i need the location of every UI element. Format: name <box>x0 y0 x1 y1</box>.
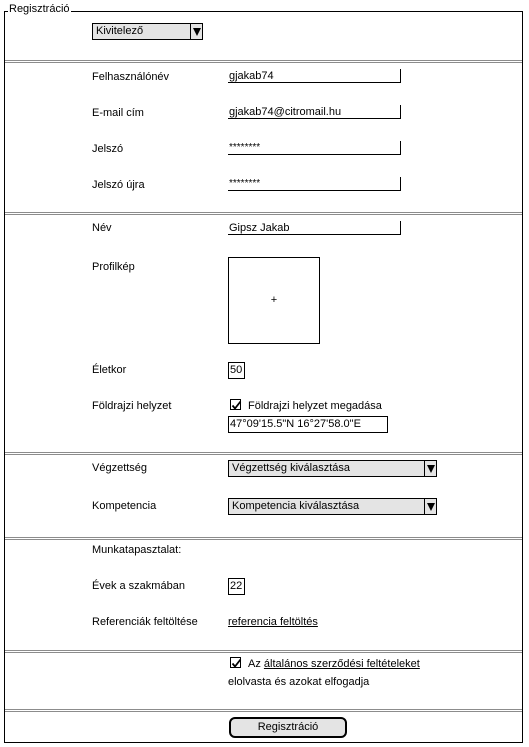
location-checkbox-label: Földrajzi helyzet megadása <box>248 400 382 412</box>
profile-photo-label: Profilkép <box>92 261 135 273</box>
role-select[interactable] <box>92 23 203 40</box>
location-checkbox[interactable] <box>230 399 241 410</box>
register-button[interactable]: Regisztráció <box>229 717 347 738</box>
years-label: Évek a szakmában <box>92 580 185 592</box>
registration-form <box>4 11 523 743</box>
terms-prefix: Az <box>248 658 264 670</box>
education-label: Végzettség <box>92 462 148 474</box>
section-divider <box>5 537 522 540</box>
section-divider <box>5 60 522 63</box>
competence-label: Kompetencia <box>92 500 157 512</box>
password-again-input[interactable]: ******** <box>228 177 401 191</box>
location-coordinates-input[interactable]: 47°09'15.5"N 16°27'58.0"E <box>228 416 388 433</box>
role-select-value: Kivitelező <box>96 25 144 37</box>
age-input[interactable]: 50 <box>228 362 245 379</box>
terms-link[interactable]: általános szerződési feltételeket <box>263 658 420 670</box>
education-select-value: Végzettség kiválasztása <box>232 462 351 474</box>
terms-checkbox[interactable] <box>230 657 241 668</box>
name-label: Név <box>92 222 112 234</box>
email-label: E-mail cím <box>92 107 144 119</box>
section-divider <box>5 709 522 712</box>
competence-select-value: Kompetencia kiválasztása <box>232 500 360 512</box>
name-input[interactable]: Gipsz Jakab <box>228 221 401 235</box>
password-input[interactable]: ******** <box>228 141 401 155</box>
references-upload-link[interactable]: referencia feltöltés <box>228 616 318 628</box>
username-input[interactable]: gjakab74 <box>228 69 401 83</box>
terms-text <box>248 658 420 671</box>
section-divider <box>5 212 522 215</box>
email-input[interactable]: gjakab74@citromail.hu <box>228 105 401 119</box>
checkmark-icon <box>231 400 242 411</box>
chevron-down-icon <box>424 461 436 476</box>
section-divider <box>5 650 522 653</box>
password-label: Jelszó <box>92 143 124 155</box>
section-divider <box>5 452 522 455</box>
username-label: Felhasználónév <box>92 71 170 83</box>
terms-text-line2: elolvasta és azokat elfogadja <box>228 676 370 688</box>
competence-select[interactable] <box>228 498 437 515</box>
add-photo-icon: + <box>270 294 278 306</box>
chevron-down-icon <box>424 499 436 514</box>
profile-photo-upload[interactable] <box>228 257 320 344</box>
age-label: Életkor <box>92 364 127 376</box>
references-label: Referenciák feltöltése <box>92 616 198 628</box>
location-label: Földrajzi helyzet <box>92 400 172 412</box>
education-select[interactable] <box>228 460 437 477</box>
experience-heading: Munkatapasztalat: <box>92 544 182 556</box>
chevron-down-icon <box>190 24 202 39</box>
checkmark-icon <box>231 658 242 669</box>
years-input[interactable]: 22 <box>228 578 245 595</box>
password-again-label: Jelszó újra <box>92 179 145 191</box>
form-legend: Regisztráció <box>9 3 70 15</box>
